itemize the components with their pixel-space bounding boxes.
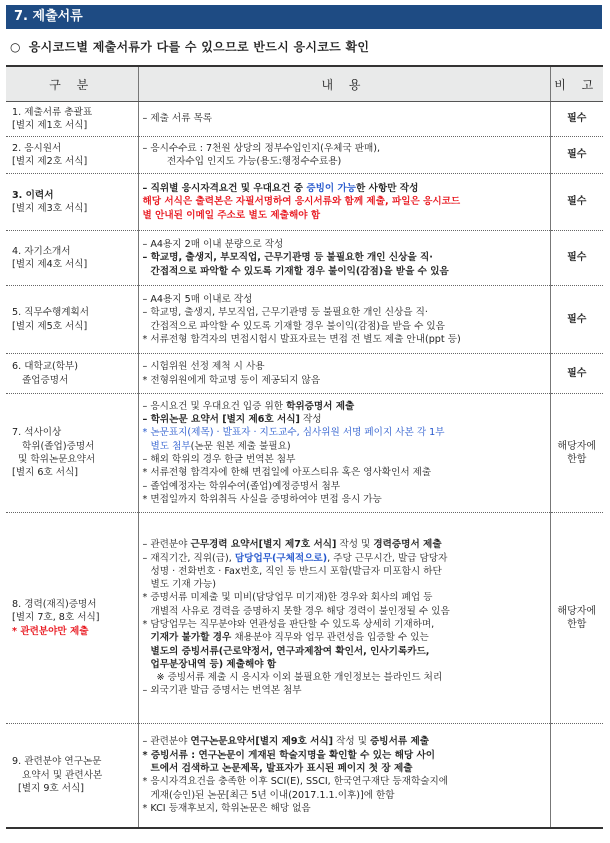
table-row xyxy=(6,137,603,174)
content-line: * 전형위원에게 학교명 등이 제공되지 않음 xyxy=(142,374,321,386)
content-line: 개별적 사유로 경력을 증명하지 못할 경우 해당 경력이 불인정될 수 있음 xyxy=(150,605,450,617)
doc-form: [별지 7호, 8호 서식] xyxy=(12,612,100,624)
doc-name: 2. 응시원서 xyxy=(12,142,62,154)
doc-note: 필수 xyxy=(550,231,603,286)
content-line: – 학위논문 요약서 [별지 제6호 서식] 작성 xyxy=(142,414,322,426)
doc-name: 1. 제출서류 총괄표 xyxy=(12,106,93,118)
doc-content-cell xyxy=(138,137,550,174)
content-line: – 제출 서류 목록 xyxy=(142,113,213,125)
content-line: * KCI 등재후보지, 학위논문은 해당 없음 xyxy=(142,802,311,814)
content-line: – 관련분야 근무경력 요약서[별지 제7호 서식] 작성 및 경력증명서 제출 xyxy=(142,539,442,551)
content-line: – 재직기간, 직위(급), 담당업무(구체적으로), 주당 근무시간, 발급 담당자 xyxy=(142,552,448,564)
doc-content-cell xyxy=(138,394,550,513)
content-line: – 졸업예정자는 학위수여(졸업)예정증명서 첨부 xyxy=(142,480,341,492)
header-category: 구 분 xyxy=(6,66,138,102)
content-line: – 응시수수료 : 7천원 상당의 정부수입인지(우체국 판매), xyxy=(142,142,381,154)
doc-name: 9. 관련분야 연구논문 xyxy=(12,756,102,768)
section-title: 7. 제출서류 xyxy=(6,5,602,29)
content-line: – A4용지 5매 이내로 작성 xyxy=(142,293,253,305)
doc-note: 필수 xyxy=(550,286,603,354)
doc-content-cell xyxy=(138,513,550,724)
doc-name: 5. 직무수행계획서 xyxy=(12,307,90,319)
content-line: 별도의 증빙서류(근로약정서, 연구과제참여 확인서, 인사기록카드, xyxy=(150,645,430,657)
content-line: – 관련분야 연구논문요약서[별지 제9호 서식] 작성 및 증빙서류 제출 xyxy=(142,736,429,748)
content-line: * 응시자격요건을 충족한 이후 SCI(E), SSCI, 한국연구재단 등재학술지에 xyxy=(142,776,449,788)
table-row xyxy=(6,286,603,354)
content-line: 게재(승인)된 논문[최근 5년 이내(2017.1.1.이후)]에 한함 xyxy=(150,789,395,801)
doc-content-cell xyxy=(138,286,550,354)
doc-form: [별지 9호 서식] xyxy=(18,782,85,794)
doc-content-cell xyxy=(138,102,550,137)
doc-note: 해당자에 한함 xyxy=(550,513,603,724)
content-line: * 증명서류 미제출 및 미비(담당업무 미기재)한 경우와 회사의 폐업 등 xyxy=(142,592,433,604)
content-line: * 서류전형 합격자의 면접시험시 발표자료는 면접 전 별도 제출 안내(ppt 등) xyxy=(142,333,461,345)
doc-content-cell xyxy=(138,231,550,286)
content-line: 업무분장내역 등) 제출해야 함 xyxy=(150,658,277,670)
circle-bullet-icon: ○ xyxy=(10,40,21,54)
doc-name-cell xyxy=(6,174,138,231)
content-line: – 학교명, 출생지, 부모직업, 근무기관명 등 불필요한 개인 신상을 직· xyxy=(142,252,433,264)
doc-name-cell xyxy=(6,354,138,394)
doc-name-cell xyxy=(6,394,138,513)
subtitle xyxy=(10,38,369,55)
doc-name-cell xyxy=(6,513,138,724)
doc-form: [별지 제1호 서식] xyxy=(12,120,88,131)
doc-name-line2: 학위(졸업)증명서 xyxy=(22,440,95,452)
doc-note xyxy=(550,724,603,828)
table-header-row xyxy=(6,66,603,102)
doc-name: 3. 이력서 xyxy=(12,189,54,201)
content-line: – 응시요건 및 우대요건 입증 위한 학위증명서 제출 xyxy=(142,400,355,412)
doc-content-cell xyxy=(138,724,550,828)
table-row xyxy=(6,354,603,394)
content-line: * 증빙서류 : 연구논문이 게재된 학술지명을 확인할 수 있는 해당 사이 xyxy=(142,749,435,761)
content-line: 별도 기재 가능) xyxy=(150,579,216,591)
doc-content-cell xyxy=(138,354,550,394)
doc-name-cell xyxy=(6,231,138,286)
doc-name: 7. 석사이상 xyxy=(12,427,62,439)
table-row xyxy=(6,102,603,137)
content-line: 기재가 불가할 경우 채용분야 직무와 업무 관련성을 입증할 수 있는 xyxy=(150,632,429,644)
content-line: 별 안내된 이메일 주소로 별도 제출해야 함 xyxy=(142,209,321,221)
doc-note: 필수 xyxy=(550,137,603,174)
doc-name: 6. 대학교(학부) xyxy=(12,361,79,373)
content-line: ※ 증빙서류 제출 시 응시자 이외 불필요한 개인정보는 블라인드 처리 xyxy=(156,672,443,684)
content-line: – 직위별 응시자격요건 및 우대요건 중 증빙이 가능한 사항만 작성 xyxy=(142,183,419,195)
content-line: 해당 서식은 출력본은 자필서명하여 응시서류와 함께 제출, 파일은 응시코드 xyxy=(142,196,461,208)
doc-name: 4. 자기소개서 xyxy=(12,245,71,257)
doc-name-cell xyxy=(6,286,138,354)
doc-name-line3: 및 학위논문요약서 xyxy=(18,454,96,465)
content-line: * 담당업무는 직무분야와 연관성을 판단할 수 있도록 상세히 기재하며, xyxy=(142,619,435,630)
header-content: 내 용 xyxy=(138,66,550,102)
doc-name: 8. 경력(재직)증명서 xyxy=(12,599,97,611)
doc-note: 필수 xyxy=(550,174,603,231)
doc-form: [별지 제4호 서식] xyxy=(12,259,88,270)
content-line: 트에서 검색하고 논문제목, 발표자가 표시된 페이지 첫 장 제출 xyxy=(150,762,413,774)
content-line: – 해외 학위의 경우 한글 번역본 첨부 xyxy=(142,454,296,465)
content-line: – 시험위원 선정 제척 시 사용 xyxy=(142,361,265,373)
header-note: 비 고 xyxy=(550,66,603,102)
doc-note: 해당자에 한함 xyxy=(550,394,603,513)
doc-form: [별지 제3호 서식] xyxy=(12,203,88,214)
doc-form: [별지 6호 서식] xyxy=(12,467,79,479)
doc-name-cell xyxy=(6,102,138,137)
doc-form: [별지 제2호 서식] xyxy=(12,156,88,167)
content-line: 전자수입 인지도 가능(용도:행정수수료용) xyxy=(142,156,342,167)
content-line: 간접적으로 파악할 수 있도록 기재할 경우 불이익(감점)을 받을 수 있음 xyxy=(150,320,445,332)
doc-form: [별지 제5호 서식] xyxy=(12,320,88,332)
content-line: 간접적으로 파악할 수 있도록 기재할 경우 불이익(감점)을 받을 수 있음 xyxy=(150,265,449,277)
table-row xyxy=(6,724,603,828)
content-line: 성명 · 전화번호 · Fax번호, 직인 등 반드시 포함(발급자 미포함시 하단 xyxy=(150,565,442,577)
doc-name-cell xyxy=(6,724,138,828)
doc-note: 필수 xyxy=(550,102,603,137)
table-row xyxy=(6,231,603,286)
doc-name-cell xyxy=(6,137,138,174)
content-line: * 서류전형 합격자에 한해 면접일에 아포스티유 혹은 영사확인서 제출 xyxy=(142,467,432,479)
table-row xyxy=(6,513,603,724)
content-line: 별도 첨부(논문 원본 제출 불필요) xyxy=(150,440,291,452)
content-line: * 논문표지(제목) · 발표자 · 지도교수, 심사위원 서명 페이지 사본 각 1부 xyxy=(142,427,445,439)
content-line: – A4용지 2매 이내 분량으로 작성 xyxy=(142,239,284,251)
doc-name-line2: 졸업증명서 xyxy=(22,374,69,386)
table-row xyxy=(6,394,603,513)
doc-name-line2: 요약서 및 관련사본 xyxy=(22,769,103,781)
doc-name-note: * 관련분야만 제출 xyxy=(12,625,89,637)
content-line: * 면접일까지 학위취득 사실을 증명하여야 면접 응시 가능 xyxy=(142,493,382,505)
content-line: – 학교명, 출생지, 부모직업, 근무기관명 등 불필요한 개인 신상을 직· xyxy=(142,307,428,319)
content-line: – 외국기관 발급 증명서는 번역본 첨부 xyxy=(142,685,302,697)
documents-table xyxy=(6,65,603,829)
doc-note: 필수 xyxy=(550,354,603,394)
subtitle-text: 응시코드별 제출서류가 다를 수 있으므로 반드시 응시코드 확인 xyxy=(28,40,370,54)
table-row xyxy=(6,174,603,231)
doc-content-cell xyxy=(138,174,550,231)
